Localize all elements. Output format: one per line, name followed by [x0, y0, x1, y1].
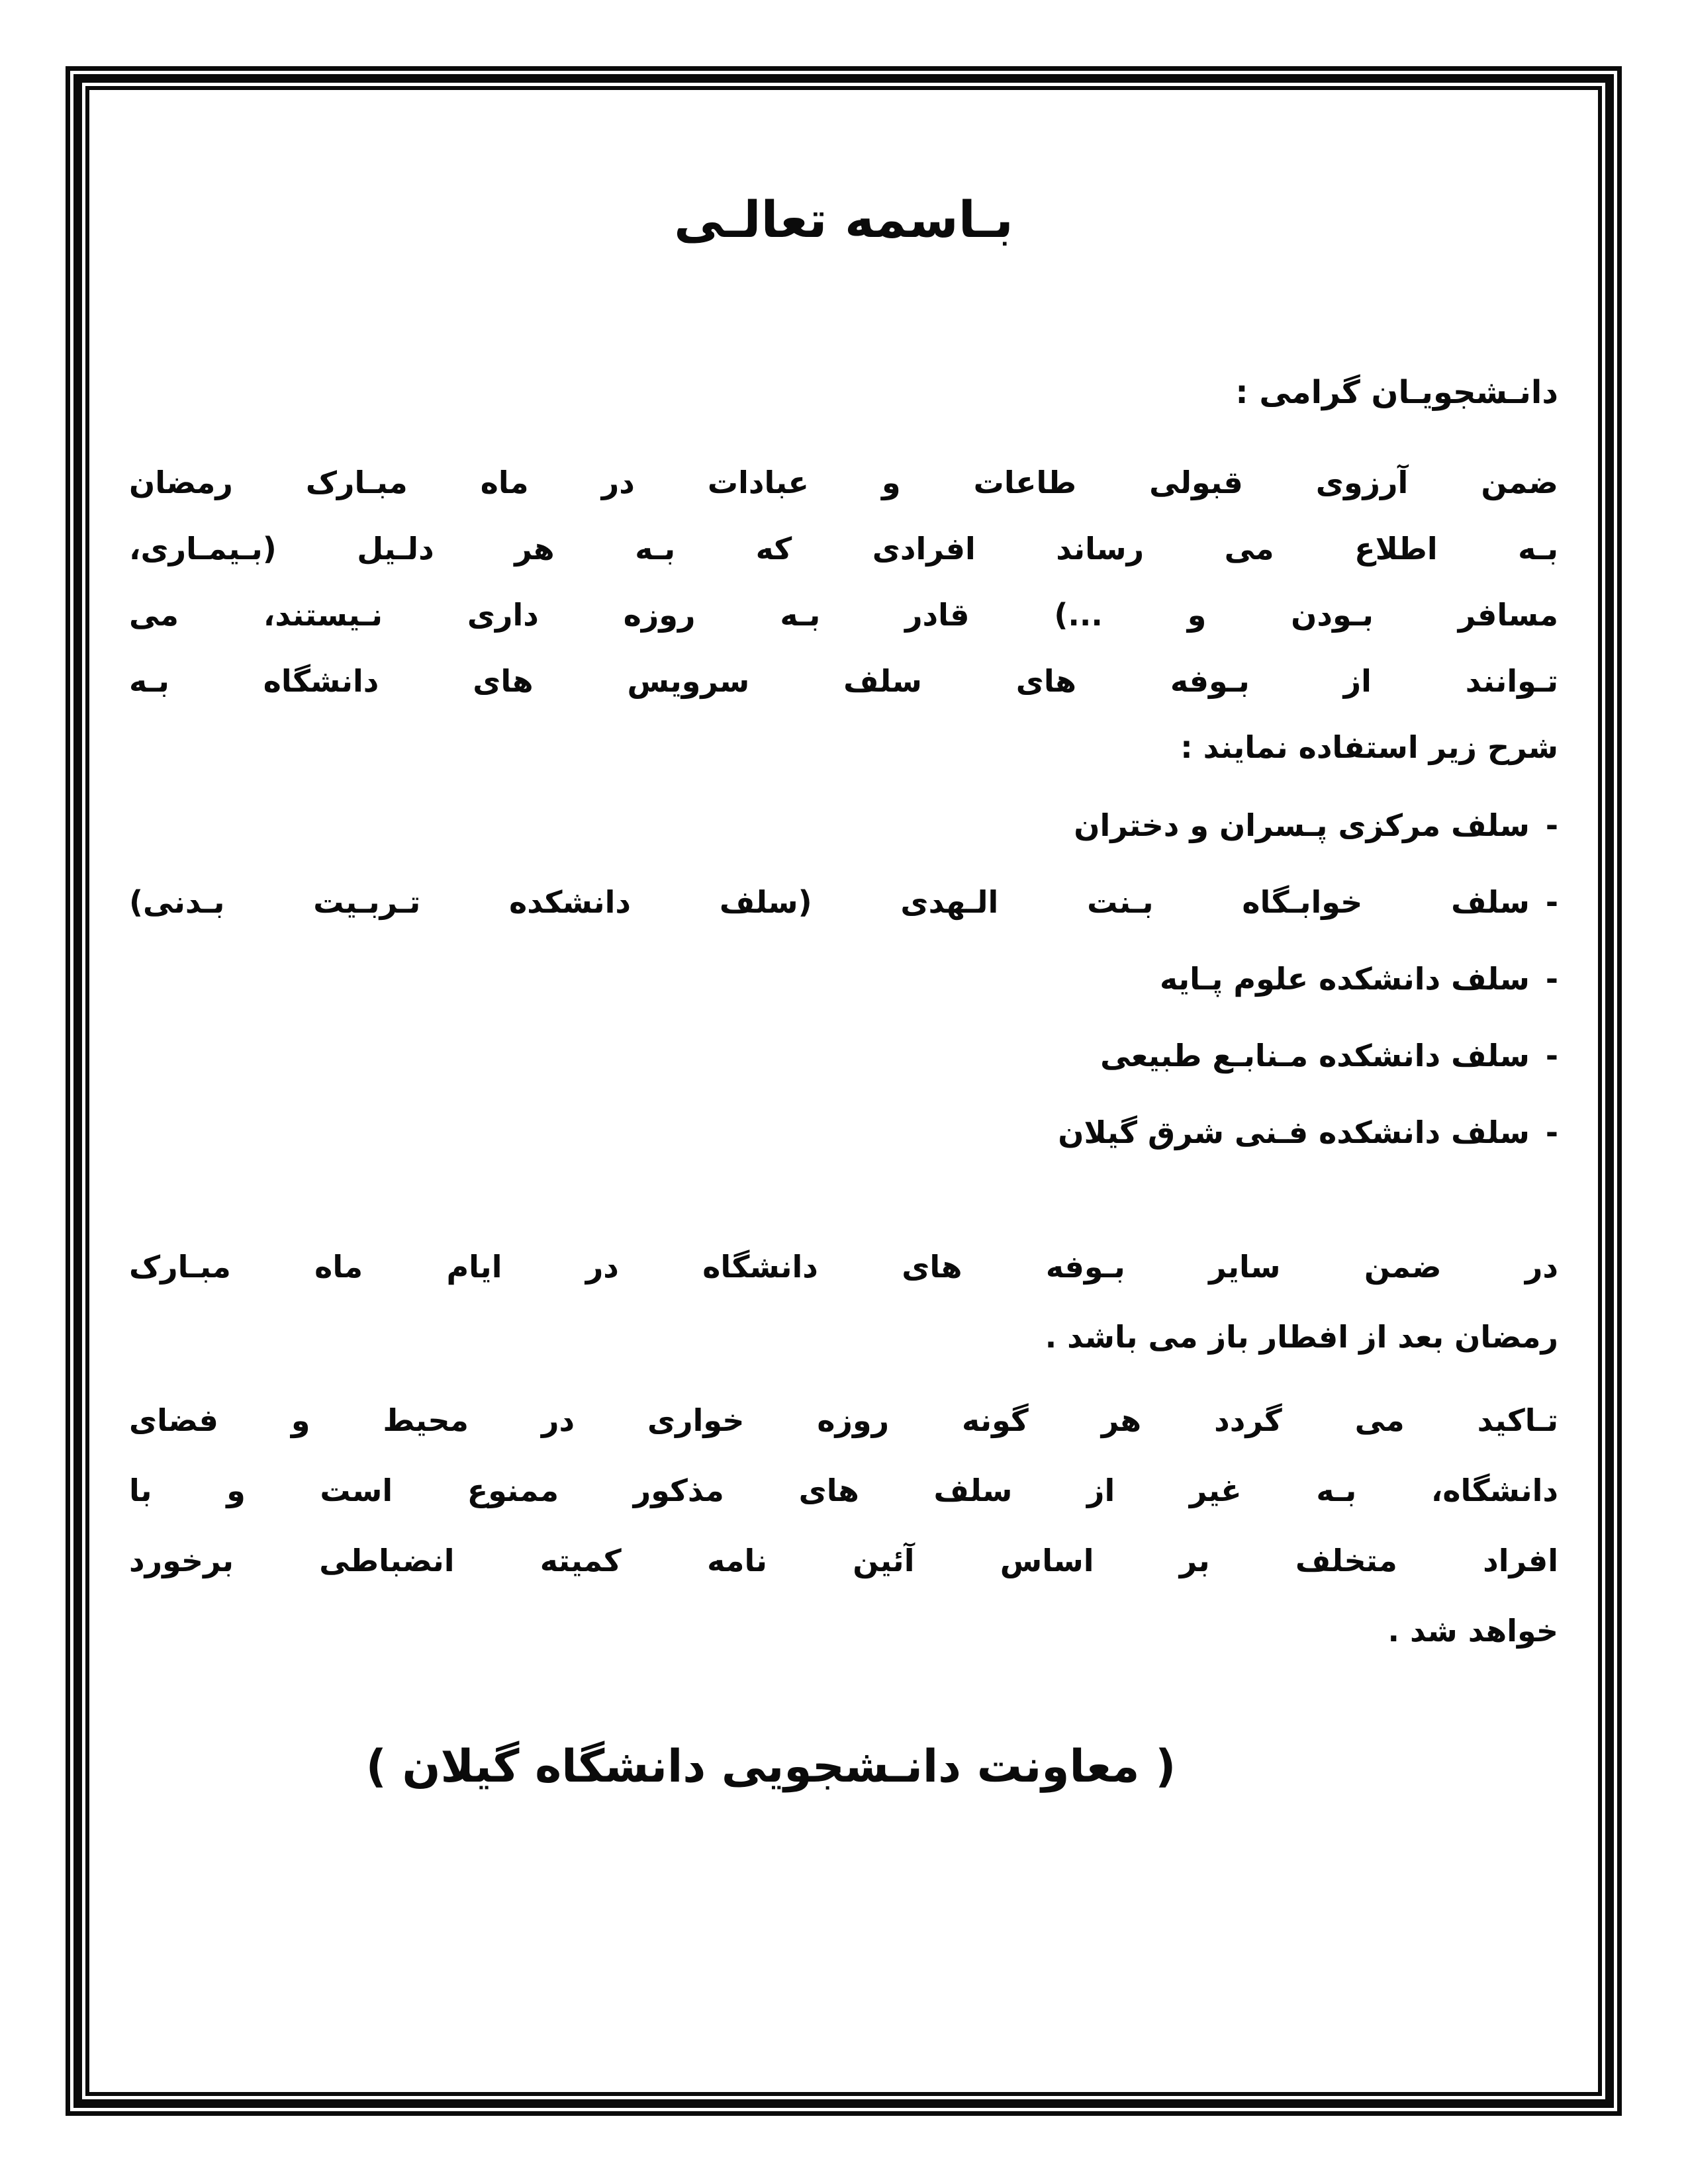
note-line: در ضمن سایر بـوفه های دانشگاه در ایام ماه مبـارک — [129, 1249, 1558, 1285]
signature-line: ( معاونت دانـشجویی دانشگاه گیلان ) — [365, 1741, 1176, 1793]
warning-line: افراد متخلف بر اساس آئین نامه کمیته انضباطی برخورد — [129, 1543, 1558, 1578]
warning-line: دانشگاه، بـه غیر از سلف های مذکور ممنوع است و با — [129, 1473, 1558, 1508]
list-item-label: سلف دانشکده مـنابـع طبیعی — [1100, 1038, 1530, 1073]
page-border-frame-middle — [73, 74, 1614, 2108]
list-item — [129, 864, 1558, 940]
dash-bullet: - — [1545, 807, 1558, 843]
greeting-line: دانـشجویـان گرامی : — [1235, 374, 1558, 411]
intro-line: تـوانند از بـوفه های سلف سرویس های دانشگاه بـه — [129, 663, 1558, 699]
cafeteria-list — [129, 787, 1558, 1171]
document-body — [85, 86, 1602, 2096]
intro-line: ضمن آرزوی قبولی طاعات و عبادات در ماه مبـارک رمضان — [129, 465, 1558, 500]
page-border-frame — [66, 66, 1622, 2116]
note-paragraph — [129, 1232, 1558, 1372]
dash-bullet: - — [1545, 961, 1558, 997]
intro-line: شرح زیر استفاده نمایند : — [1180, 729, 1558, 765]
list-item-label: سلف دانشکده علوم پـایه — [1159, 961, 1530, 997]
note-line: رمضان بعد از افطار باز می باشد . — [1045, 1319, 1558, 1355]
list-item-label: سلف خوابـگاه بـنت الـهدی (سلف دانشکده تـربـیت بـدنی) — [129, 884, 1530, 920]
document-title: بـاسمه تعالـی — [674, 190, 1013, 249]
warning-line: خواهد شد . — [1387, 1613, 1558, 1649]
intro-line: مسافر بـودن و ...) قادر بـه روزه داری نـیستند، می — [129, 597, 1558, 633]
intro-paragraph — [129, 449, 1558, 780]
list-item — [129, 1017, 1558, 1094]
list-item-label: سلف مرکزی پـسران و دختران — [1074, 807, 1530, 843]
dash-bullet: - — [1545, 1115, 1558, 1150]
dash-bullet: - — [1545, 1038, 1558, 1073]
list-item — [129, 1094, 1558, 1171]
warning-line: تـاکید می گردد هر گونه روزه خواری در محیط و فضای — [129, 1402, 1558, 1438]
list-item — [129, 787, 1558, 864]
list-item-label: سلف دانشکده فـنی شرق گیلان — [1058, 1115, 1530, 1150]
dash-bullet: - — [1545, 884, 1558, 920]
intro-line: بـه اطلاع می رساند افرادی که بـه هر دلـیل (بـیمـاری، — [129, 531, 1558, 567]
warning-paragraph — [129, 1385, 1558, 1666]
list-item — [129, 940, 1558, 1017]
